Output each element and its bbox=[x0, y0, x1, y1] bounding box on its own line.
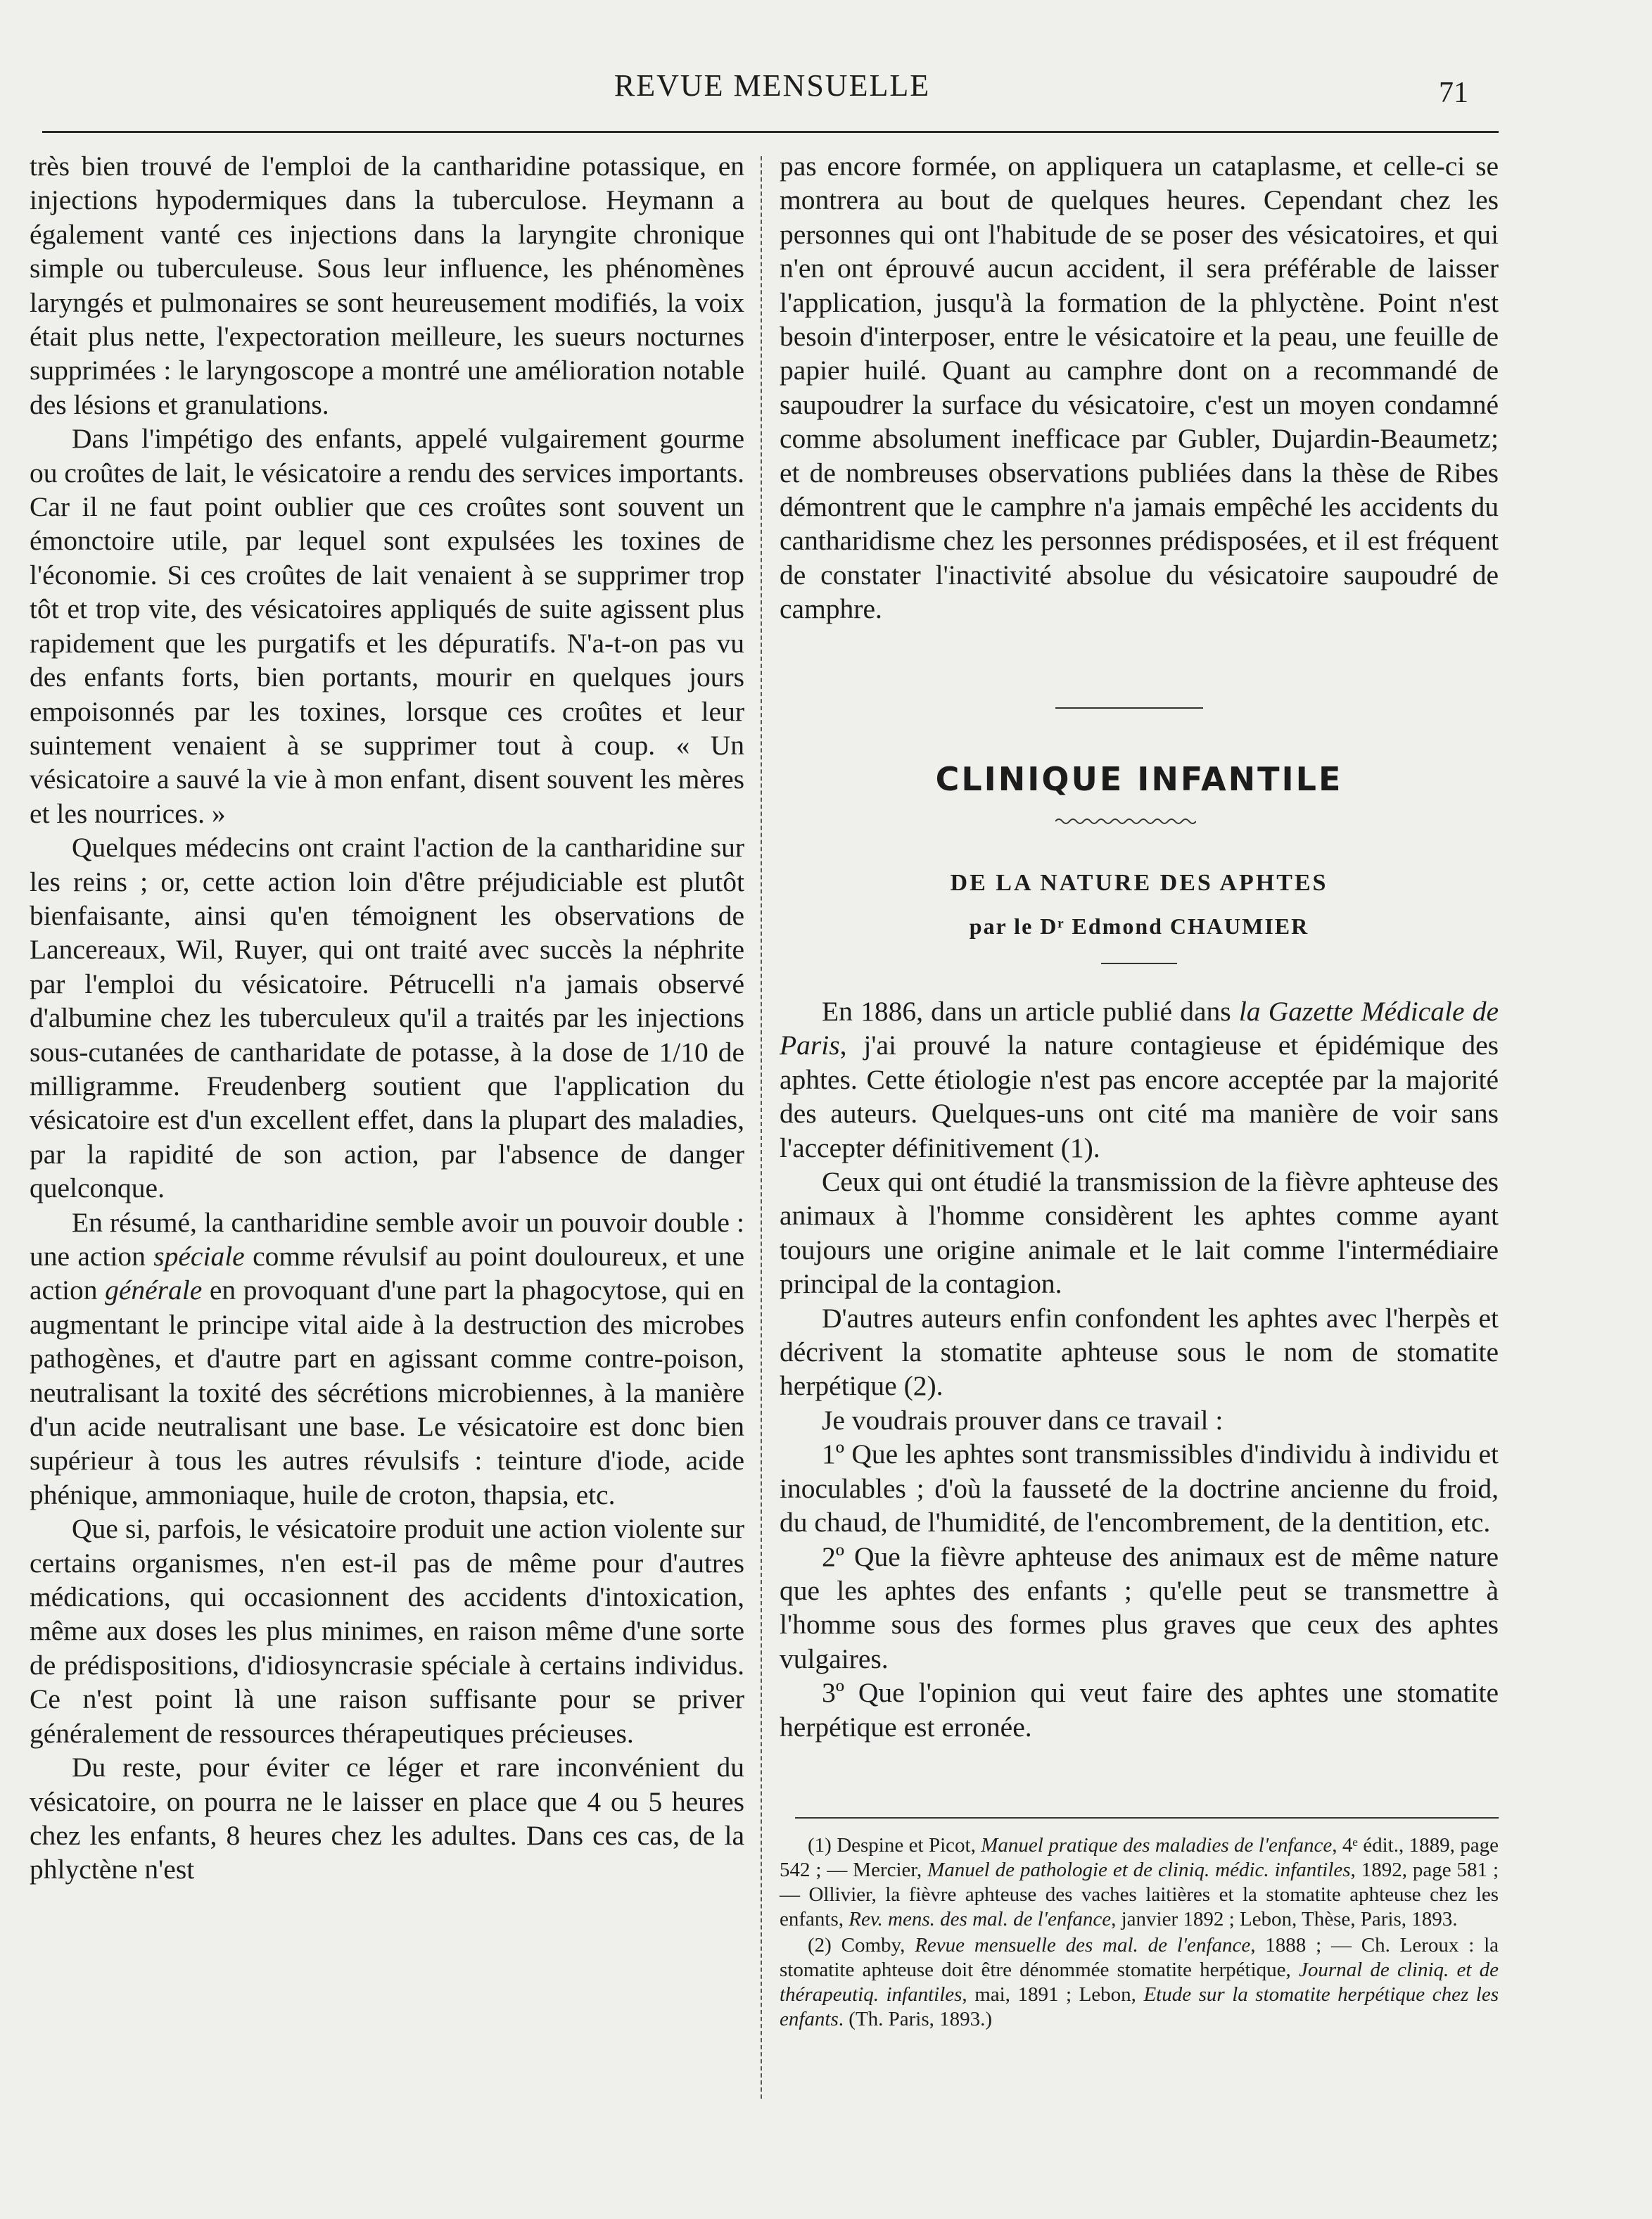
paragraph: Je voudrais prouver dans ce travail : bbox=[822, 1404, 1224, 1436]
article-title: DE LA NATURE DES APHTES bbox=[950, 870, 1328, 896]
article-body bbox=[780, 994, 1499, 1744]
paragraph: Du reste, pour éviter ce léger et rare inconvénient du vésicatoire, on pourra ne le laisser en place que 4 ou 5 heures chez les enfants, 8 heures chez les adultes. Dans ces cas, de la phlyctène n'est bbox=[30, 1752, 744, 1885]
paragraph: Quelques médecins ont craint l'action de la cantharidine sur les reins ; or, cette action loin d'être préjudiciable est plutôt bienfaisante, ainsi qu'en témoignent les observations de Lancereaux, Wil, Ruyer, qui ont traité avec succès la néphrite par l'emploi du vésicatoire. Pétrucelli n'a jamais observé d'albumine chez les tuberculeux qu'il a traités par les injections sous-cutanées de cantharidate de potasse, à la dose de 1/10 de milligramme. Freudenberg soutient que l'application du vésicatoire est d'un excellent effet, dans la plupart des maladies, par la rapidité de son action, par l'absence de danger quelconque. bbox=[30, 832, 744, 1204]
footnote-rule bbox=[795, 1817, 1499, 1819]
paragraph: (2) Comby, Revue mensuelle des mal. de l'enfance, 1888 ; — Ch. Leroux : la stomatite aphteuse doit être dénommée stomatite herpétique, Journal de cliniq. et de thérapeutiq. infantiles, mai, 1891 ; Lebon, Etude sur la stomatite herpétique chez les enfants. (Th. Paris, 1893.) bbox=[780, 1934, 1499, 2030]
italic-text: Rev. mens. des mal. de l'enfance bbox=[849, 1908, 1112, 1930]
paragraph: 1º Que les aphtes sont transmissibles d'individu à individu et inoculables ; d'où la fausseté de la doctrine ancienne du froid, du chaud, de l'humidité, de l'encombrement, de la dentition, etc. bbox=[780, 1439, 1499, 1538]
right-column-continuation bbox=[780, 149, 1499, 626]
italic-text: Journal de cliniq. et de thérapeutiq. infantiles bbox=[780, 1959, 1499, 2006]
page-number: 71 bbox=[1439, 77, 1468, 109]
italic-text: la Gazette Médicale de Paris bbox=[780, 996, 1499, 1061]
ornament-squiggle bbox=[1055, 816, 1196, 826]
italic-text: Etude sur la stomatite herpétique chez les enfants bbox=[780, 1983, 1499, 2030]
column-divider bbox=[761, 156, 762, 2099]
article-byline: par le Dʳ Edmond CHAUMIER bbox=[969, 913, 1309, 939]
paragraph: Que si, parfois, le vésicatoire produit une action violente sur certains organismes, n'en est-il pas de même pour d'autres médications, qui occasionnent des accidents d'intoxication, même aux doses les plus minimes, en raison même d'une sorte de prédispositions, d'idiosyncrasie spéciale à certains individus. Ce n'est point là une raison suffisante pour se priver généralement de ressources thérapeutiques précieuses. bbox=[30, 1513, 744, 1749]
paragraph: En résumé, la cantharidine semble avoir un pouvoir double : une action spéciale comme révulsif au point douloureux, et une action générale en provoquant d'une part la phagocytose, qui en augmentant le principe vital aide à la destruction des microbes pathogènes, et d'autre part en agissant comme contre-poison, neutralisant la toxité des sécrétions microbiennes, à la manière d'un acide neutralisant une base. Le vésicatoire est donc bien supérieur à tous les autres révulsifs : teinture d'iode, acide phénique, ammoniaque, huile de croton, thapsia, etc. bbox=[30, 1206, 744, 1510]
section-separator bbox=[1055, 707, 1203, 709]
paragraph: En 1886, dans un article publié dans la Gazette Médicale de Paris, j'ai prouvé la nature contagieuse et épidémique des aphtes. Cette étiologie n'est pas encore acceptée par la majorité des auteurs. Quelques-uns ont cité ma manière de voir sans l'accepter définitivement (1). bbox=[780, 996, 1499, 1163]
italic-text: Revue mensuelle des mal. de l'enfance bbox=[915, 1934, 1251, 1956]
paragraph: 2º Que la fièvre aphteuse des animaux est de même nature que les aphtes des enfants ; qu'elle peut se transmettre à l'homme sous des formes plus graves que ceux des aphtes vulgaires. bbox=[780, 1541, 1499, 1674]
paragraph: pas encore formée, on appliquera un cataplasme, et celle-ci se montrera au bout de quelques heures. Cependant chez les personnes qui ont l'habitude de se poser des vésicatoires, et qui n'en ont éprouvé aucun accident, il sera préférable de laisser l'application, jusqu'à la formation de la phlyctène. Point n'est besoin d'interposer, entre le vésicatoire et la peau, une feuille de papier huilé. Quant au camphre dont on a recommandé de saupoudrer la surface du vésicatoire, c'est un moyen condamné comme absolument inefficace par Gubler, Dujardin-Beaumetz; et de nombreuses observations publiées dans la thèse de Ribes démontrent que le camphre n'a jamais empêché les accidents du cantharidisme chez les personnes prédisposées, et il est fréquent de constater l'inactivité absolue du vésicatoire saupoudré de camphre. bbox=[780, 151, 1499, 625]
running-header: REVUE MENSUELLE bbox=[614, 68, 931, 103]
italic-text: spéciale bbox=[153, 1241, 245, 1272]
header-rule bbox=[42, 131, 1499, 133]
italic-text: générale bbox=[105, 1275, 203, 1306]
italic-text: Manuel pratique des maladies de l'enfance bbox=[981, 1834, 1333, 1857]
paragraph: D'autres auteurs enfin confondent les aphtes avec l'herpès et décrivent la stomatite aphteuse sous le nom de stomatite herpétique (2). bbox=[780, 1302, 1499, 1402]
paragraph: 3º Que l'opinion qui veut faire des aphtes une stomatite herpétique est erronée. bbox=[780, 1677, 1499, 1743]
footnotes bbox=[780, 1833, 1499, 2033]
paragraph: (1) Despine et Picot, Manuel pratique des maladies de l'enfance, 4ᵉ édit., 1889, page 542 ; — Mercier, Manuel de pathologie et de cliniq. médic. infantiles, 1892, page 581 ; — Ollivier, la fièvre aphteuse des vaches laitières et la stomatite aphteuse chez les enfants, Rev. mens. des mal. de l'enfance, janvier 1892 ; Lebon, Thèse, Paris, 1893. bbox=[780, 1834, 1499, 1930]
left-column bbox=[30, 149, 744, 1887]
italic-text: Manuel de pathologie et de cliniq. médic. infantiles bbox=[927, 1859, 1351, 1881]
paragraph: Ceux qui ont étudié la transmission de la fièvre aphteuse des animaux à l'homme considèrent les aphtes comme ayant toujours une origine animale et le lait comme l'intermédiaire principal de la contagion. bbox=[780, 1166, 1499, 1300]
section-title: CLINIQUE INFANTILE bbox=[935, 760, 1343, 798]
paragraph: Dans l'impétigo des enfants, appelé vulgairement gourme ou croûtes de lait, le vésicatoire a rendu des services importants. Car il ne faut point oublier que ces croûtes sont souvent un émonctoire utile, par lequel sont expulsées les toxines de l'économie. Si ces croûtes de lait venaient à se supprimer trop tôt et trop vite, des vésicatoires appliqués de suite agissent plus rapidement que les purgatifs et les dépuratifs. N'a-t-on pas vu des enfants forts, bien portants, mourir en quelques jours empoisonnés par les toxines, lorsque ces croûtes et leur suintement venaient à se supprimer tout à coup. « Un vésicatoire a sauvé la vie à mon enfant, disent souvent les mères et les nourrices. » bbox=[30, 423, 744, 829]
byline-rule bbox=[1101, 963, 1177, 964]
paragraph: très bien trouvé de l'emploi de la cantharidine potassique, en injections hypodermiques dans la tuberculose. Heymann a également vanté ces injections dans la laryngite chronique simple ou tuberculeuse. Sous leur influence, les phénomènes laryngés et pulmonaires se sont heureusement modifiés, la voix était plus nette, l'expectoration meilleure, les sueurs nocturnes supprimées : le laryngoscope a montré une amélioration notable des lésions et granulations. bbox=[30, 151, 744, 420]
